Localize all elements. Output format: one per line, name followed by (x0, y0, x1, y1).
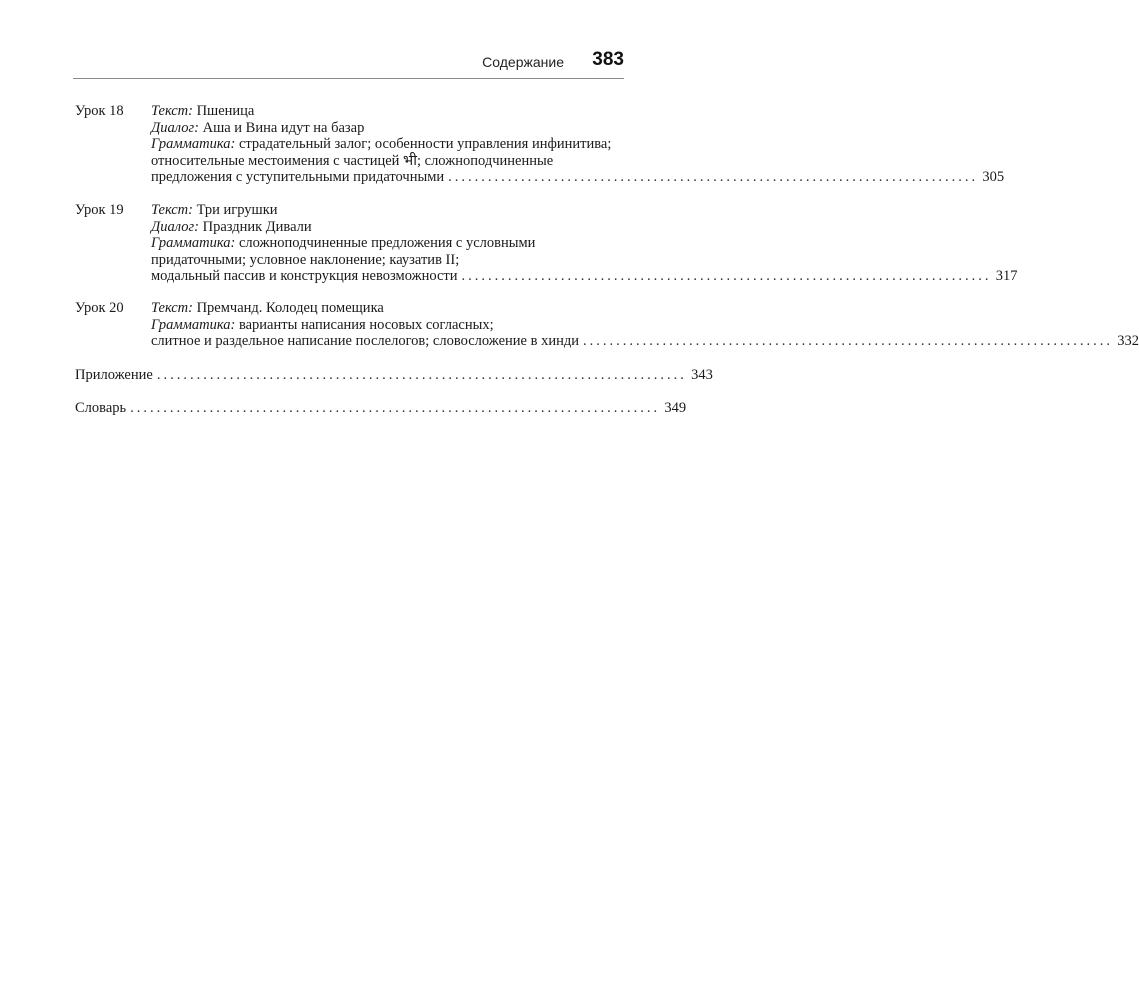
toc-line (151, 103, 623, 120)
running-header (73, 48, 624, 79)
dot-leader: ................................................................................ (582, 333, 1113, 350)
line-prefix: Текст: (151, 300, 193, 316)
line-prefix: Грамматика: (151, 235, 236, 252)
toc-page-number: 343 (691, 367, 713, 383)
line-prefix: Грамматика: (151, 316, 236, 333)
line-text: сложноподчиненные предложения с условными (235, 235, 536, 252)
toc-line-with-page (151, 169, 1005, 186)
line-text: страдательный залог; особенности управления инфинитива; (235, 136, 612, 153)
dot-leader: ................................................................................ (130, 400, 661, 416)
toc-page-number: 317 (995, 268, 1018, 285)
line-prefix: Текст: (151, 202, 193, 218)
line-prefix: Грамматика: (151, 136, 236, 153)
line-prefix: Диалог: (151, 119, 199, 136)
lesson-contents (151, 202, 1018, 285)
lesson-label: Урок 19 (75, 202, 124, 218)
lesson-contents (151, 300, 1139, 350)
line-text: относительные местоимения с частицей भी; сложноподчиненные (151, 152, 554, 169)
toc-line (151, 153, 623, 170)
line-text: предложения с уступительными придаточными (151, 169, 445, 186)
entry-label: Приложение (75, 367, 153, 383)
toc-page-number: 305 (982, 169, 1005, 186)
toc-line (151, 120, 623, 137)
toc-entry-dictionary (75, 400, 687, 416)
toc-line (151, 219, 623, 236)
line-text: придаточными; условное наклонение; каузатив II; (151, 251, 460, 268)
line-text: Пшеница (192, 103, 255, 119)
line-prefix: Диалог: (151, 218, 199, 235)
line-text: Праздник Дивали (198, 218, 312, 235)
dot-leader: ................................................................................ (156, 367, 687, 383)
dot-leader: ................................................................................ (448, 169, 979, 186)
toc-entry-appendix (75, 367, 713, 383)
line-text: Премчанд. Колодец помещика (192, 300, 384, 316)
toc-page-number: 332 (1117, 333, 1139, 350)
toc-line-with-page (151, 333, 1139, 350)
lesson-label: Урок 20 (75, 300, 124, 316)
toc-line (151, 317, 623, 334)
section-title: Содержание (482, 54, 564, 70)
toc-line (151, 136, 623, 153)
line-text: варианты написания носовых согласных; (235, 316, 494, 333)
toc-line (151, 235, 623, 252)
line-text: модальный пассив и конструкция невозможности (151, 268, 458, 285)
entry-label: Словарь (75, 400, 127, 416)
dot-leader: ................................................................................ (461, 268, 992, 285)
toc-page-number: 349 (664, 400, 687, 416)
lesson-contents (151, 103, 1005, 186)
toc-line-with-page (151, 268, 1018, 285)
page-number: 383 (592, 49, 624, 70)
lesson-label: Урок 18 (75, 103, 124, 119)
line-text: слитное и раздельное написание послелогов; словосложение в хинди (151, 333, 579, 350)
toc-line (151, 202, 623, 219)
toc-line (151, 300, 623, 317)
line-prefix: Текст: (151, 103, 193, 119)
toc-line (151, 252, 623, 269)
line-text: Три игрушки (192, 202, 278, 218)
line-text: Аша и Вина идут на базар (198, 119, 365, 136)
